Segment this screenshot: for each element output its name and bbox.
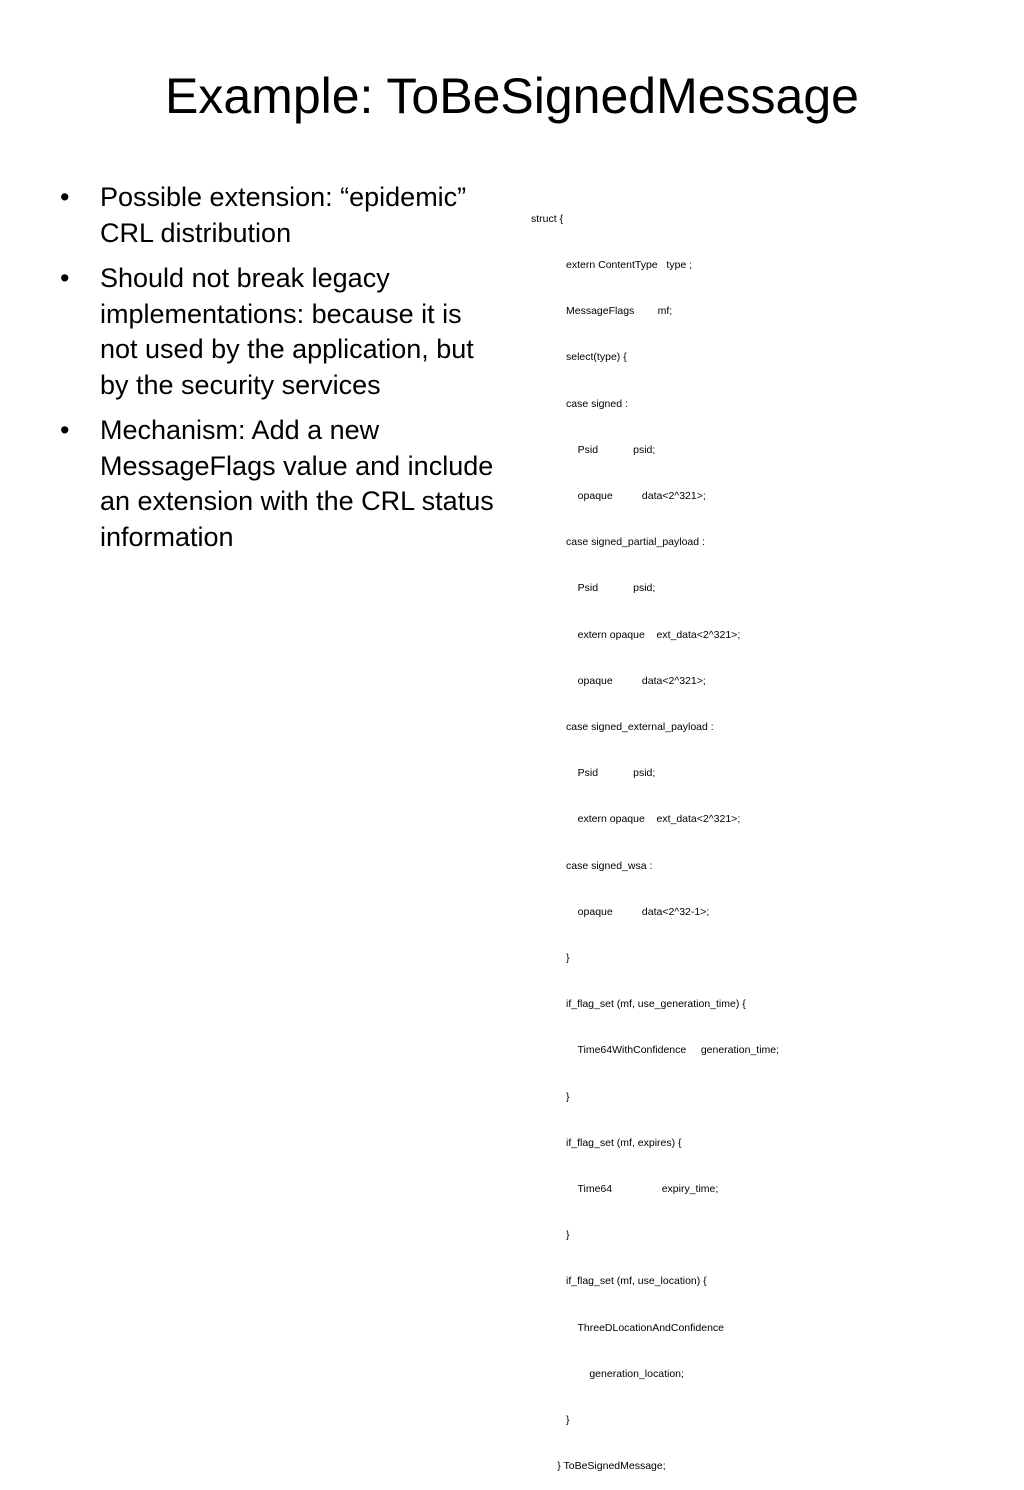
bullet-item-extension <box>56 180 496 251</box>
code-line: opaque data<2^32-1>; <box>531 905 710 918</box>
slide-title: Example: ToBeSignedMessage <box>165 68 859 124</box>
bullet-marker: • <box>60 415 70 445</box>
code-listing <box>531 181 871 1490</box>
bullet-text: Possible extension: “epidemic” CRL distribution <box>100 182 467 248</box>
code-line: struct { <box>531 212 564 225</box>
code-line: case signed : <box>531 397 628 410</box>
code-line: opaque data<2^321>; <box>531 674 706 687</box>
bullet-item-mechanism <box>56 413 496 555</box>
code-line: } <box>531 1229 570 1242</box>
code-line: } <box>531 1090 570 1103</box>
code-line: case signed_external_payload : <box>531 721 714 734</box>
code-line: case signed_partial_payload : <box>531 536 705 549</box>
code-line: if_flag_set (mf, use_generation_time) { <box>531 998 746 1011</box>
code-line: Psid psid; <box>531 582 656 595</box>
code-line: ThreeDLocationAndConfidence <box>531 1321 724 1334</box>
bullet-item-legacy <box>56 261 496 403</box>
code-line: extern opaque ext_data<2^321>; <box>531 628 741 641</box>
code-line: extern opaque ext_data<2^321>; <box>531 813 741 826</box>
code-line: MessageFlags mf; <box>531 305 673 318</box>
code-line: extern ContentType type ; <box>531 259 693 272</box>
bullet-text: Mechanism: Add a new MessageFlags value and include an extension with the CRL status information <box>100 415 494 552</box>
code-line: opaque data<2^321>; <box>531 490 706 503</box>
code-line: select(type) { <box>531 351 627 364</box>
code-line: if_flag_set (mf, expires) { <box>531 1136 682 1149</box>
bullet-marker: • <box>60 263 70 293</box>
code-line: if_flag_set (mf, use_location) { <box>531 1275 707 1288</box>
code-line: } <box>531 952 570 965</box>
bullet-marker: • <box>60 182 70 212</box>
code-line: Time64WithConfidence generation_time; <box>531 1044 780 1057</box>
code-line: } <box>531 1414 570 1427</box>
code-line: Time64 expiry_time; <box>531 1183 719 1196</box>
bullet-list <box>56 180 496 565</box>
code-line: generation_location; <box>531 1367 684 1380</box>
code-line: Psid psid; <box>531 767 656 780</box>
code-line: Psid psid; <box>531 443 656 456</box>
code-line: case signed_wsa : <box>531 859 653 872</box>
code-line: } ToBeSignedMessage; <box>531 1460 666 1473</box>
bullet-text: Should not break legacy implementations: because it is not used by the application, but by the security services <box>100 263 474 400</box>
